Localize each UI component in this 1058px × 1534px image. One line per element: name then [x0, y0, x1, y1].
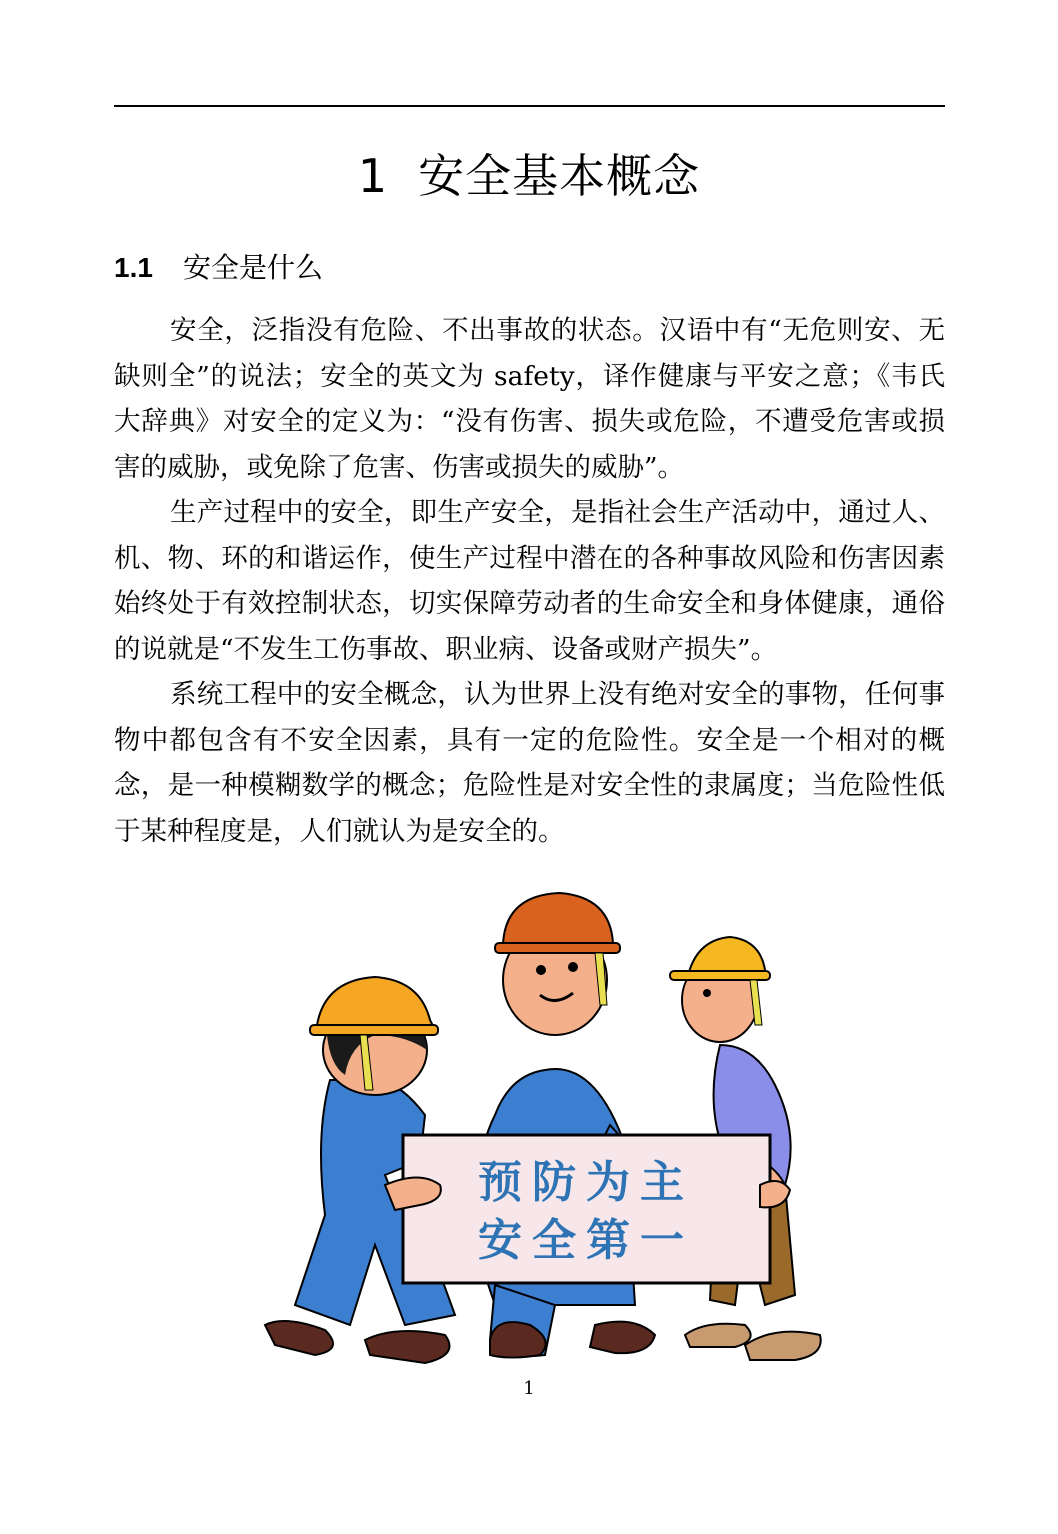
sign-line-1: 预防为主 [478, 1157, 694, 1208]
header-rule [114, 105, 945, 107]
body-text [114, 308, 945, 854]
paragraph: 安全，泛指没有危险、不出事故的状态。汉语中有“无危则安、无缺则全”的说法；安全的英文为 safety，译作健康与平安之意；《韦氏大辞典》对安全的定义为：“没有伤害、损失或危险，不遭受危害或损害的威胁，或免除了危害、伤害或损失的威胁”。 [114, 315, 945, 483]
paragraph: 系统工程中的安全概念，认为世界上没有绝对安全的事物，任何事物中都包含有不安全因素，具有一定的危险性。安全是一个相对的概念，是一种模糊数学的概念；危险性是对安全性的隶属度；当危险性低于某种程度是，人们就认为是安全的。 [114, 679, 945, 847]
page-number: 1 [523, 1378, 535, 1399]
section-title-text: 安全是什么 [182, 251, 323, 284]
safety-sign [403, 1135, 770, 1283]
chapter-title [0, 140, 1058, 206]
section-title [114, 246, 323, 286]
chapter-title-text: 安全基本概念 [418, 149, 701, 203]
paragraph: 生产过程中的安全，即生产安全，是指社会生产活动中，通过人、机、物、环的和谐运作，使生产过程中潜在的各种事故风险和伤害因素始终处于有效控制状态，切实保障劳动者的生命安全和身体健康，通俗的说就是“不发生工伤事故、职业病、设备或财产损失”。 [114, 497, 945, 665]
safety-workers-illustration [255, 885, 830, 1385]
section-number: 1.1 [114, 252, 153, 283]
middle-worker [477, 893, 691, 1358]
chapter-number: 1 [357, 149, 389, 203]
sign-line-2: 安全第一 [478, 1215, 694, 1266]
